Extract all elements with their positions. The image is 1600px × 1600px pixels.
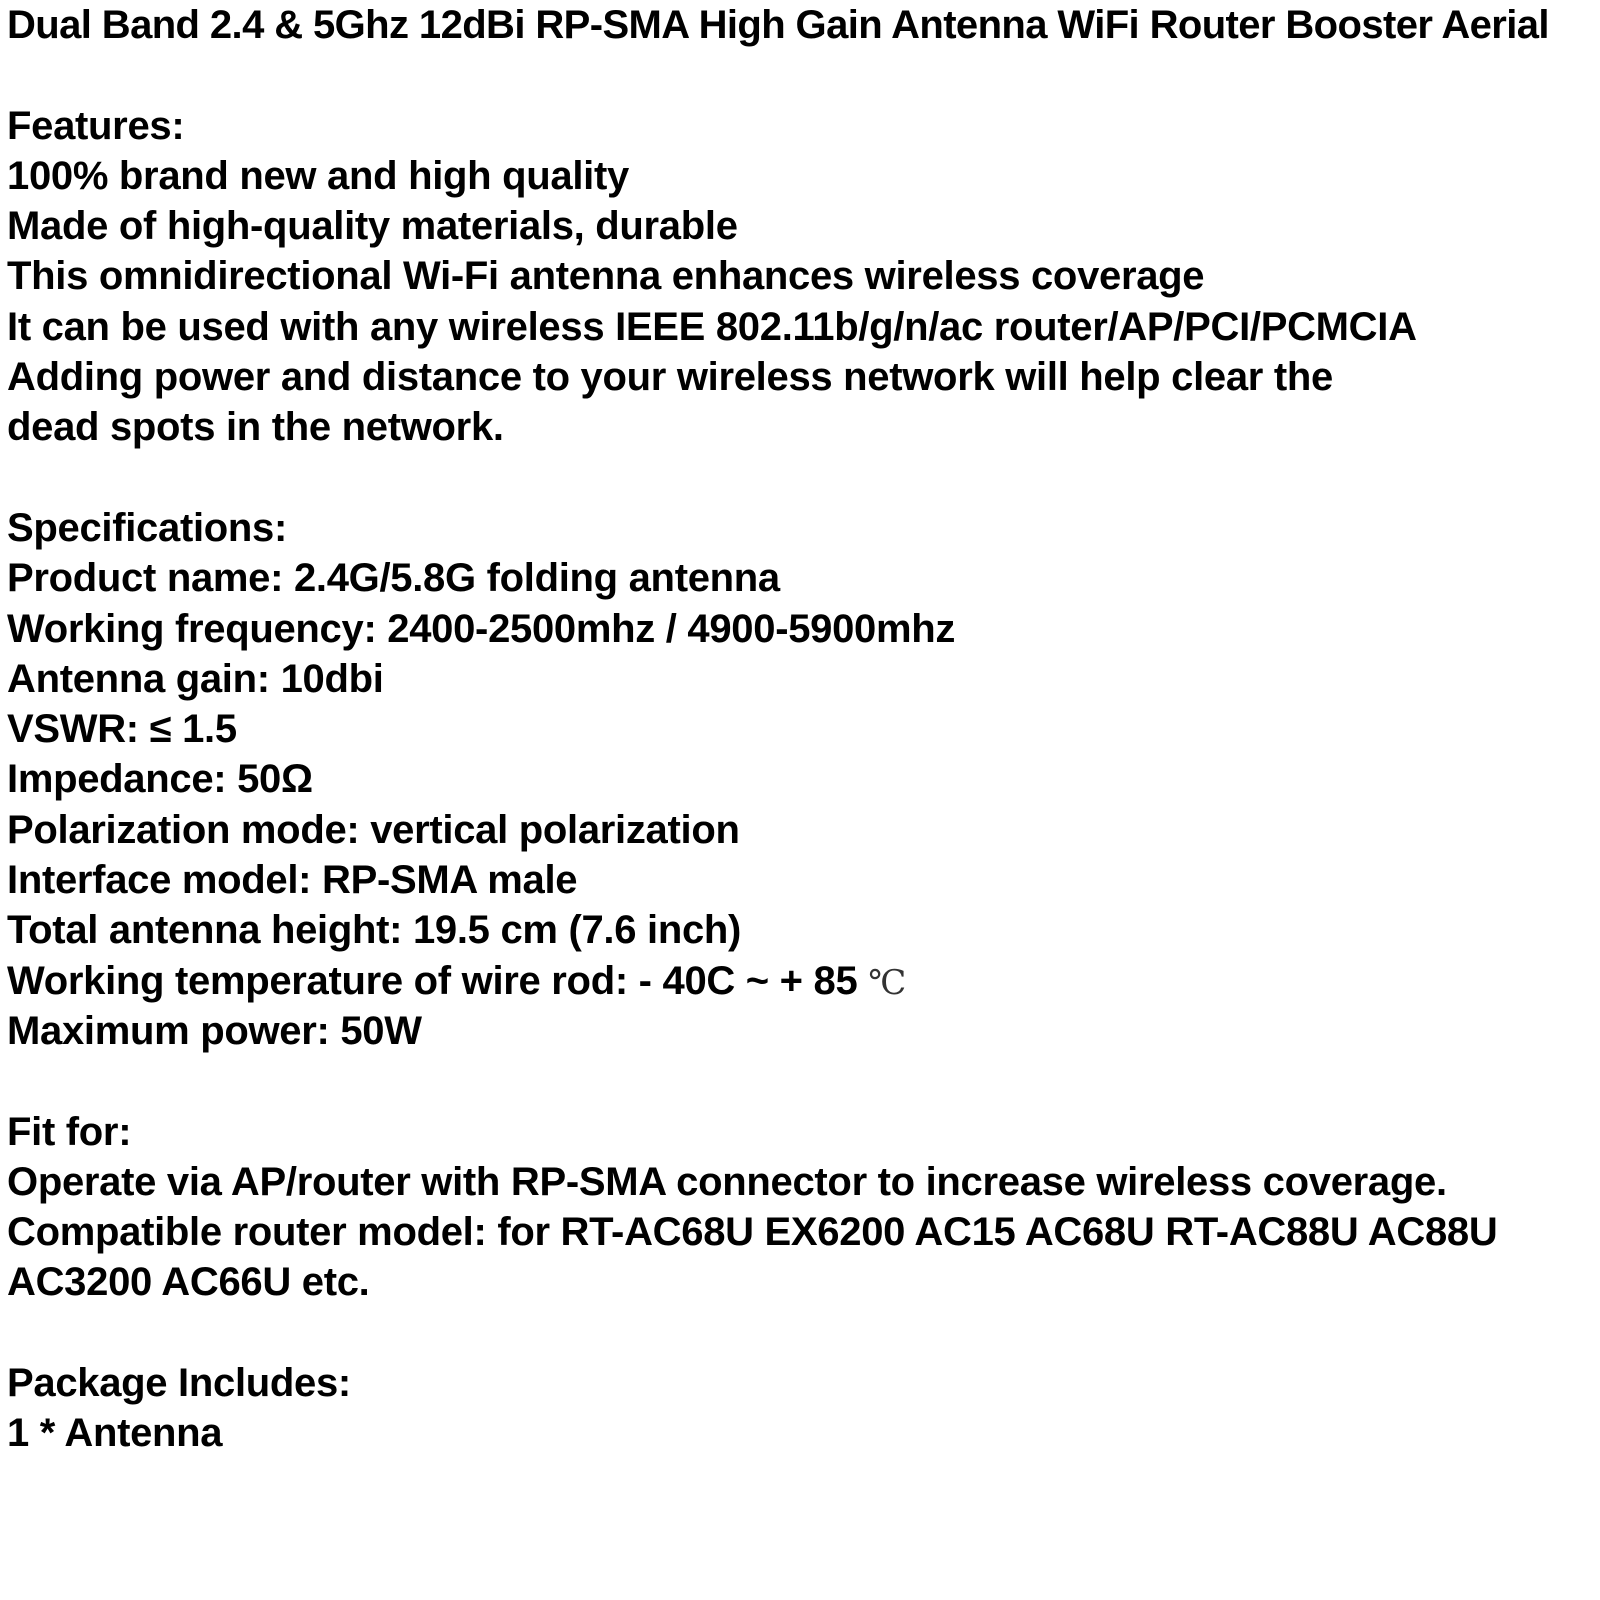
feature-item: dead spots in the network. (7, 405, 504, 450)
fit-for-item: Compatible router model: for RT-AC68U EX6200 AC15 AC68U RT-AC88U AC88U (7, 1210, 1498, 1255)
spec-item: Maximum power: 50W (7, 1008, 422, 1053)
celsius-unit: ℃ (868, 962, 906, 1003)
feature-item: 100% brand new and high quality (7, 153, 629, 198)
feature-item: Adding power and distance to your wireless network will help clear the (7, 355, 1333, 400)
features-heading: Features: (7, 103, 185, 148)
package-heading: Package Includes: (7, 1361, 351, 1406)
product-title: Dual Band 2.4 & 5Ghz 12dBi RP-SMA High Gain Antenna WiFi Router Booster Aerial (7, 3, 1549, 47)
fit-for-heading: Fit for: (7, 1109, 132, 1154)
package-item: 1 * Antenna (7, 1411, 223, 1456)
temperature-label: Working temperature of wire rod: - 40C ~ + 85 (7, 958, 869, 1003)
spec-item: Interface model: RP-SMA male (7, 858, 578, 903)
spacer (7, 1056, 1592, 1106)
feature-item: This omnidirectional Wi-Fi antenna enhances wireless coverage (7, 254, 1205, 299)
spec-item: Product name: 2.4G/5.8G folding antenna (7, 556, 780, 601)
spec-item: Polarization mode: vertical polarization (7, 807, 740, 852)
spacer (7, 50, 1592, 100)
product-description (7, 0, 1592, 1459)
spec-item-temperature (7, 956, 1592, 1006)
feature-item: Made of high-quality materials, durable (7, 204, 738, 249)
spec-item: Working frequency: 2400-2500mhz / 4900-5900mhz (7, 606, 956, 651)
spec-item: VSWR: ≤ 1.5 (7, 707, 237, 752)
spec-item: Impedance: 50Ω (7, 757, 313, 802)
specifications-heading: Specifications: (7, 505, 288, 550)
spec-item: Total antenna height: 19.5 cm (7.6 inch) (7, 908, 742, 953)
spec-item: Antenna gain: 10dbi (7, 656, 384, 701)
feature-item: It can be used with any wireless IEEE 802.11b/g/n/ac router/AP/PCI/PCMCIA (7, 304, 1417, 349)
spacer (7, 453, 1592, 503)
fit-for-item: AC3200 AC66U etc. (7, 1260, 370, 1305)
spacer (7, 1308, 1592, 1358)
fit-for-item: Operate via AP/router with RP-SMA connector to increase wireless coverage. (7, 1159, 1447, 1204)
